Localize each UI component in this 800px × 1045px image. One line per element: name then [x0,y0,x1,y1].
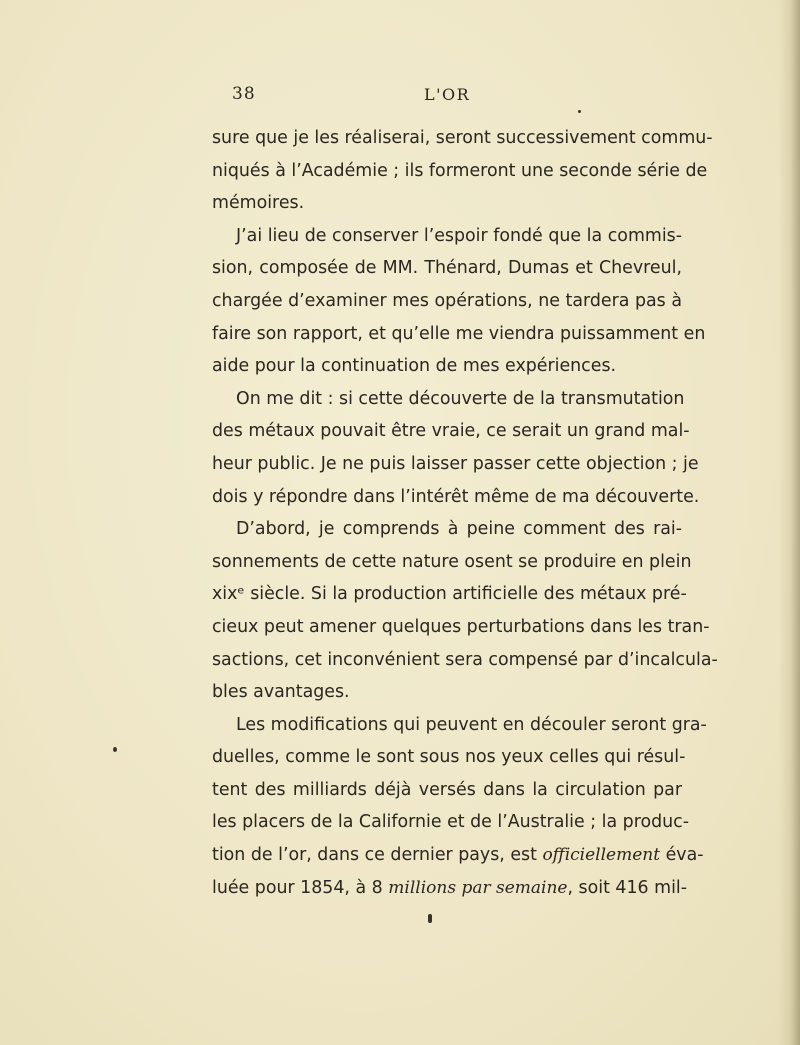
page-edge-shadow [778,0,800,1045]
ink-spot [428,914,432,923]
emphasis: millions par semaine [388,877,568,898]
text-line: niqués à l’Académie ; ils formeront une seconde série de [212,160,708,181]
text-line: bles avantages. [212,682,350,703]
text-line-mixed [212,872,688,905]
text-line: sion, composée de MM. Thénard, Dumas et Chevreul, [212,258,682,279]
text-line: sonnements de cette nature osent se produire en plein [212,551,692,572]
text-run: tion de l’or, dans ce dernier pays, est [212,845,537,866]
text-line: On me dit : si cette découverte de la transmutation [236,388,685,409]
text-line: duelles, comme le sont sous nos yeux celles qui résul- [212,747,686,768]
text-line: sure que je les réaliserai, seront successivement commu- [212,128,713,148]
text-line: sactions, cet inconvénient sera compensé par d’incalcula- [212,649,718,670]
ink-spot [578,110,581,113]
text-line: mémoires. [212,193,305,214]
text-line: aide pour la continuation de mes expériences. [212,356,617,377]
text-line: D’abord, je comprends à peine comment des rai- [236,519,682,540]
running-title: L'OR [424,85,471,104]
text-line: heur public. Je ne puis laisser passer cette objection ; je [212,453,699,474]
text-line: chargée d’examiner mes opérations, ne tardera pas à [212,290,682,311]
text-run: éva- [660,845,704,866]
text-line: J’ai lieu de conserver l’espoir fondé que la commis- [236,225,682,246]
text-line: Les modifications qui peuvent en découler seront gra- [236,714,707,735]
text-line: dois y répondre dans l’intérêt même de ma découverte. [212,486,700,507]
text-run: luée pour 1854, à 8 [212,877,383,898]
text-line: cieux peut amener quelques perturbations dans les tran- [212,616,710,637]
page-header [0,84,800,108]
text-line: les placers de la Californie et de l’Australie ; la produc- [212,812,689,833]
emphasis: officiellement [542,845,661,866]
ink-spot [113,747,117,752]
text-line: des métaux pouvait être vraie, ce serait un grand mal- [212,421,690,442]
text-line: tent des milliards déjà versés dans la circulation par [212,779,682,800]
body-text [212,122,718,904]
text-line: faire son rapport, et qu’elle me viendra puissamment en [212,323,706,344]
text-line-mixed [212,839,704,872]
text-run: , soit 416 mil- [567,877,688,898]
page-number: 38 [232,84,256,104]
text-line: xixᵉ siècle. Si la production artificielle des métaux pré- [212,584,687,605]
